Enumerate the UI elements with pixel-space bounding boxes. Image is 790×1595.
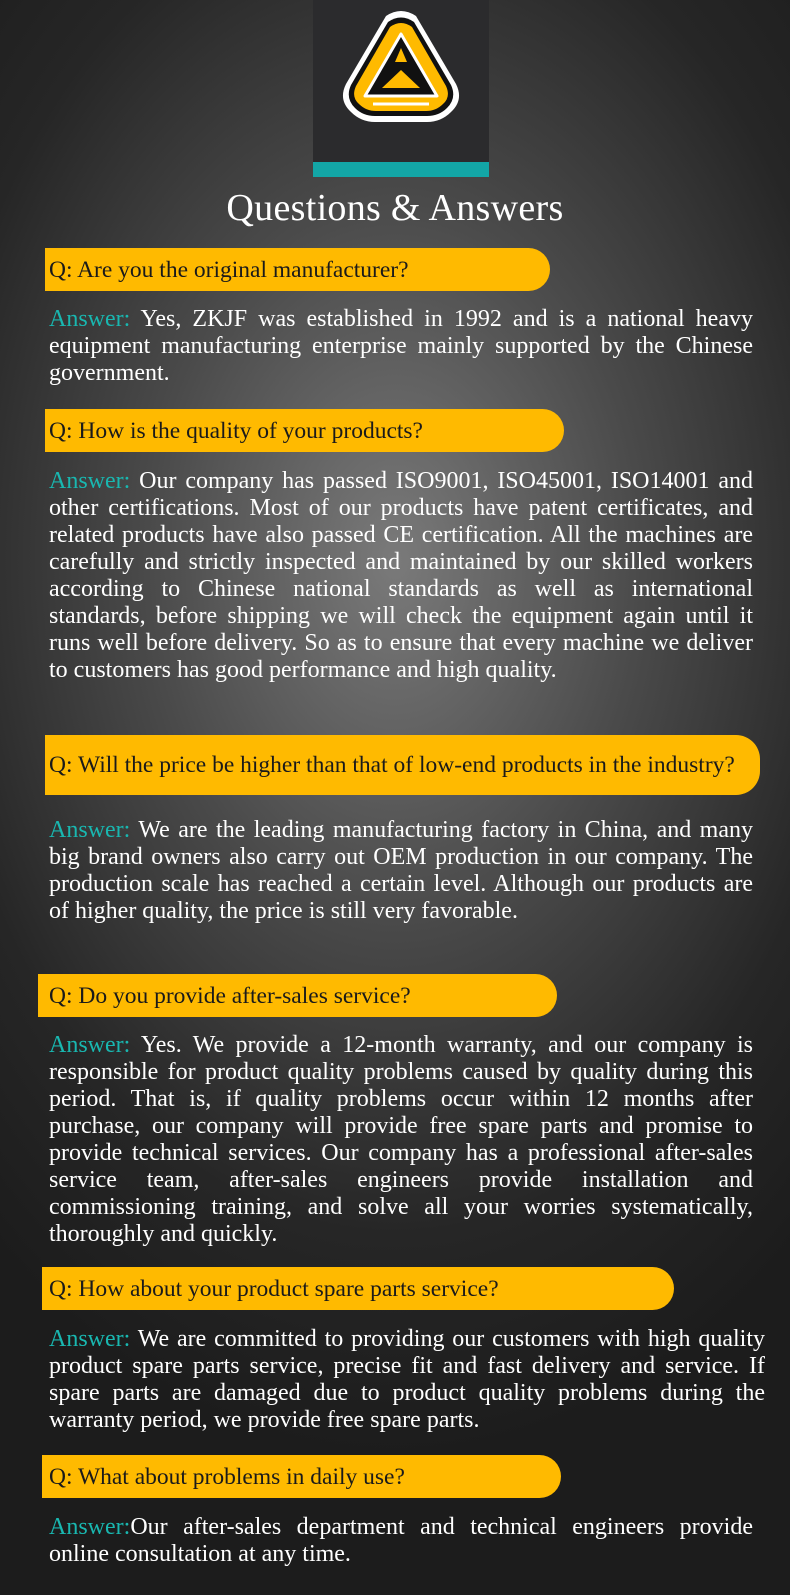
answer-label: Answer: xyxy=(49,1326,131,1352)
answer-text: Yes. We provide a 12-month warranty, and our company is responsible for product quality problems caused by quality during this period. That is, if quality problems occur within 12 months after purchase, our company will provide free spare parts and promise to provide technical services. Our company has a professional after-sales service team, after-sales engineers provide installation and commissioning training, and solve all your worries systematically, thoroughly and quickly. xyxy=(49,1032,753,1247)
question-text: Q: How about your product spare parts service? xyxy=(49,1275,499,1302)
answer-label: Answer: xyxy=(49,468,131,494)
answer-block xyxy=(49,306,753,387)
answer-block xyxy=(49,1326,765,1434)
answer-block xyxy=(49,817,753,925)
question-banner xyxy=(45,248,550,291)
answer-block xyxy=(49,1514,753,1568)
answer-label: Answer: xyxy=(49,1032,131,1058)
question-banner xyxy=(45,735,760,795)
logo-panel xyxy=(313,0,489,162)
question-text: Q: Are you the original manufacturer? xyxy=(49,256,409,283)
question-banner xyxy=(45,409,564,452)
answer-text: We are committed to providing our customers with high quality product spare parts service, precise fit and fast delivery and service. If spare parts are damaged due to product quality problems during the warranty period, we provide free spare parts. xyxy=(49,1326,765,1433)
accent-bar xyxy=(313,162,489,177)
question-text: Q: What about problems in daily use? xyxy=(49,1463,405,1490)
answer-label: Answer: xyxy=(49,306,131,332)
answer-text: Our company has passed ISO9001, ISO45001, ISO14001 and other certifications. Most of our products have patent certificates, and related products have also passed CE certification. All the machines are carefully and strictly inspected and maintained by our skilled workers according to Chinese national standards as well as international standards, before shipping we will check the equipment again until it runs well before delivery. So as to ensure that every machine we deliver to customers has good performance and high quality. xyxy=(49,468,753,683)
answer-label: Answer: xyxy=(49,1514,131,1540)
answer-block xyxy=(49,468,753,684)
question-banner xyxy=(42,1455,561,1498)
answer-text: Yes, ZKJF was established in 1992 and is a national heavy equipment manufacturing enterprise mainly supported by the Chinese government. xyxy=(49,306,753,386)
question-banner xyxy=(42,1267,674,1310)
question-text: Q: How is the quality of your products? xyxy=(49,417,423,444)
question-text: Q: Do you provide after-sales service? xyxy=(49,982,411,1009)
question-text: Q: Will the price be higher than that of low-end products in the industry? xyxy=(49,752,735,778)
answer-text: Our after-sales department and technical engineers provide online consultation at any time. xyxy=(49,1514,753,1567)
answer-text: We are the leading manufacturing factory in China, and many big brand owners also carry out OEM production in our company. The production scale has reached a certain level. Although our products are of higher quality, the price is still very favorable. xyxy=(49,817,753,924)
question-banner xyxy=(38,974,557,1017)
answer-block xyxy=(49,1032,753,1248)
triangle-emblem-logo xyxy=(335,8,467,132)
answer-label: Answer: xyxy=(49,817,131,843)
page-title: Questions & Answers xyxy=(226,187,564,229)
